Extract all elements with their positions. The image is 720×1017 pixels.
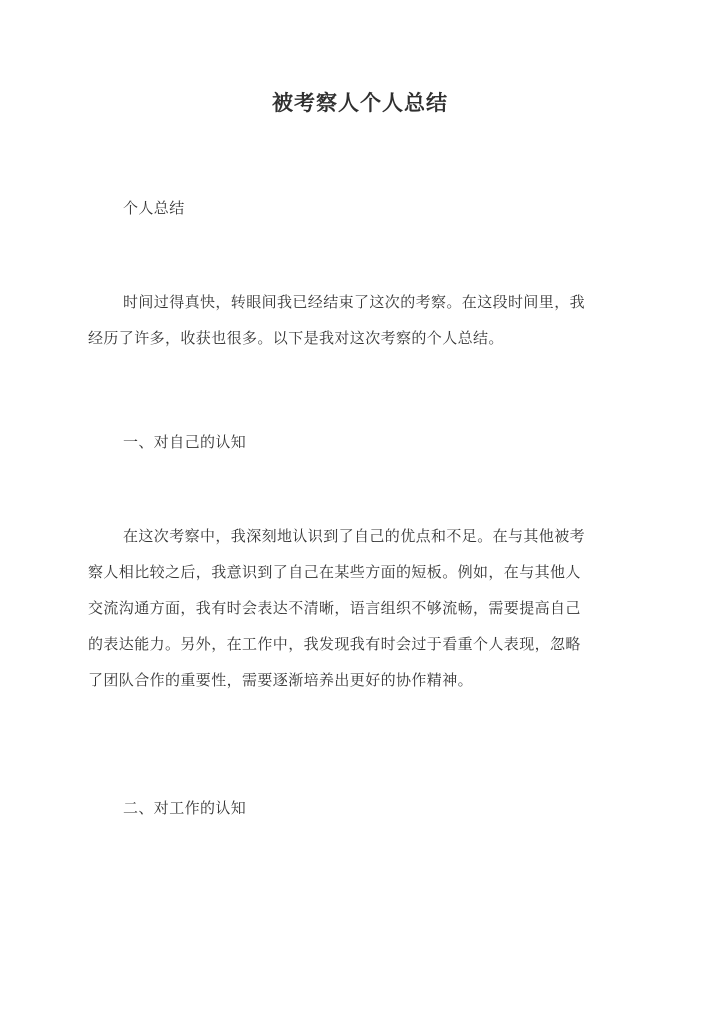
- paragraph-line: 时间过得真快，转眼间我已经结束了这次的考察。在这段时间里，我: [123, 293, 586, 311]
- paragraph-line: 经历了许多，收获也很多。以下是我对这次考察的个人总结。: [88, 329, 504, 347]
- self-awareness-paragraph: [88, 518, 636, 698]
- subtitle: 个人总结: [123, 199, 185, 217]
- document-title: 被考察人个人总结: [272, 90, 448, 115]
- paragraph-line: 在这次考察中，我深刻地认识到了自己的优点和不足。在与其他被考: [123, 527, 586, 545]
- section-heading-work: 二、对工作的认知: [123, 799, 247, 817]
- paragraph-line: 了团队合作的重要性，需要逐渐培养出更好的协作精神。: [88, 671, 474, 689]
- intro-paragraph: [88, 284, 636, 356]
- paragraph-line: 察人相比较之后，我意识到了自己在某些方面的短板。例如，在与其他人: [88, 563, 581, 581]
- paragraph-line: 交流沟通方面，我有时会表达不清晰，语言组织不够流畅，需要提高自己: [88, 599, 581, 617]
- paragraph-line: 的表达能力。另外，在工作中，我发现我有时会过于看重个人表现，忽略: [88, 635, 581, 653]
- section-heading-self: 一、对自己的认知: [123, 433, 247, 451]
